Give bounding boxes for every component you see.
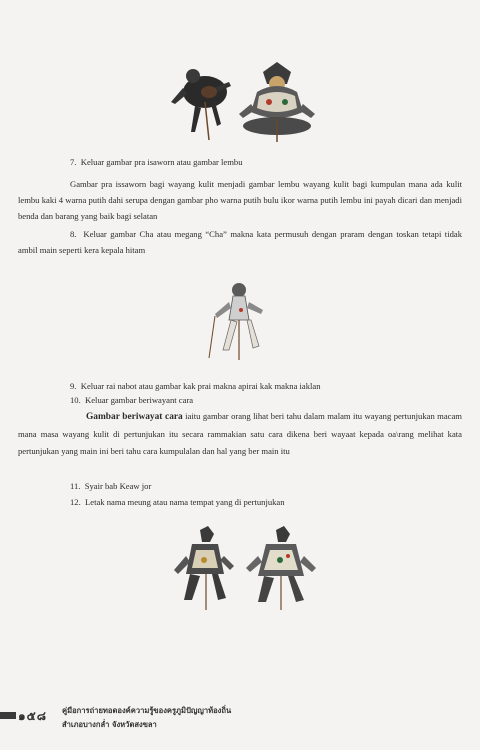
puppet-bottom-right: [246, 526, 316, 610]
list-item-8: 8. Keluar gambar Cha atau megang “Cha” makna kata permusuh dengan praram dengan toskan tetapi tidak ambil main seperti kera kepala hitam: [18, 229, 462, 255]
footer-marker: [0, 712, 16, 719]
list-item-12: 12. Letak nama meung atau nama tempat yang di pertunjukan: [70, 497, 285, 507]
paragraph-item-7: Gambar pra issaworn bagi wayang kulit menjadi gambar lembu wayang kulit bagi kumpulan mana ada kulit lembu kaki 4 warna putih dahi serupa dengan gambar pho warna putih bulu ikor warna putih lembu ini payah dicari dan menjadi benda dan barang yang baik bagi selatan: [18, 179, 462, 221]
puppet-demon-left: [171, 69, 231, 140]
list-item-7: 7. Keluar gambar pra isaworn atau gambar lembu: [70, 157, 243, 167]
page-number: ๑๕๘: [18, 709, 47, 723]
shadow-puppet-figure-bottom: [170, 526, 320, 610]
list-item-10: 10. Keluar gambar beriwayant cara: [70, 395, 194, 405]
footer-book-title: คู่มือการถ่ายทอดองค์ความรู้ของครูภูมิปัญญาท้องถิ่น: [62, 706, 232, 715]
footer-book-subtitle: สำเภอบางกล่ำ จังหวัดสงขลา: [62, 720, 157, 729]
list-item-11: 11. Syair bab Keaw jor: [70, 481, 152, 491]
shadow-puppet-figure-middle: [205, 280, 275, 360]
puppet-giant-right: [239, 62, 315, 142]
paragraph-item-10: [18, 408, 462, 460]
puppet-bottom-left: [174, 526, 234, 610]
list-item-9: 9. Keluar rai nabot atau gambar kak prai makna apirai kak makna iaklan: [70, 381, 321, 391]
paragraph-item-10-bold: Gambar beriwayat cara: [86, 412, 183, 422]
shadow-puppet-figure-top: [165, 62, 325, 142]
paragraph-item-10-text: iaitu gambar orang lihat beri tahu dalam malam itu wayang pertunjukan macam mana masa wayang kulit di pertunjukan itu secara rammakian satu cara dikena beri wayaat kepada oa\rang melihat kata pertunjukan yang main ini beri tahu cara kumpulalan dan hal yang ber main itu: [18, 411, 462, 456]
